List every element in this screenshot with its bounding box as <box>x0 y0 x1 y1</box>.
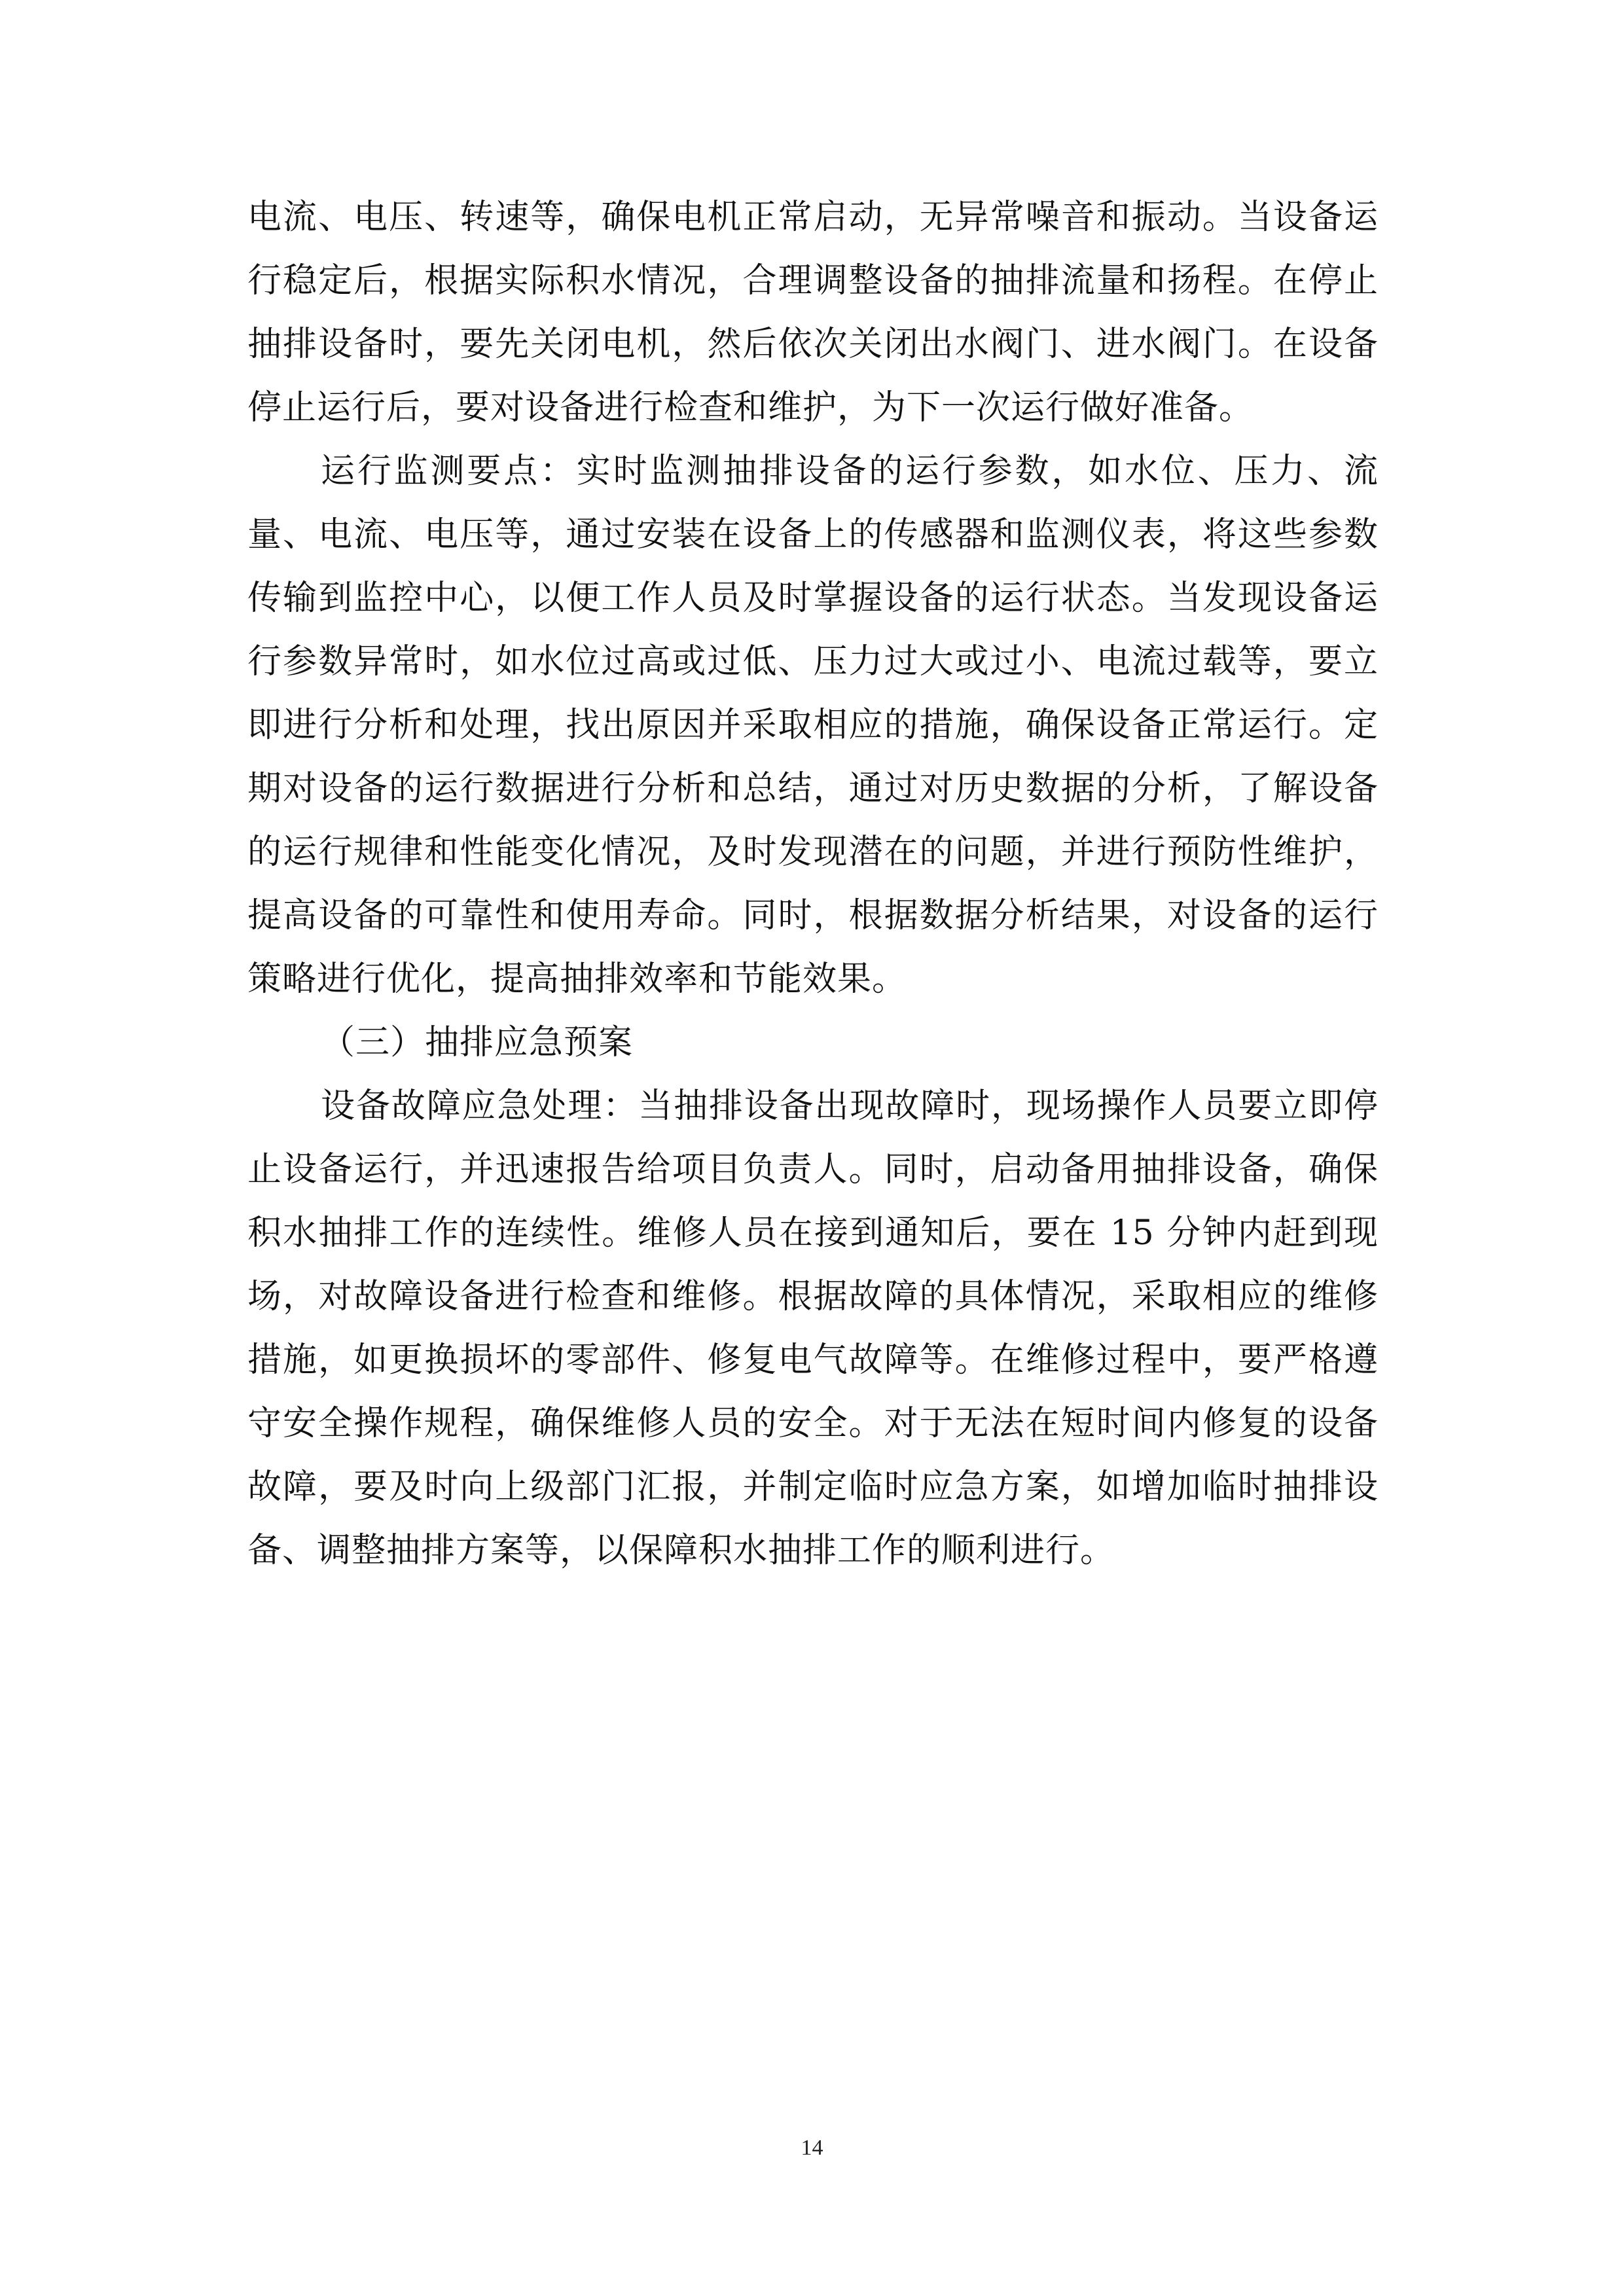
body-text <box>247 186 1379 1583</box>
page-number: 14 <box>801 2136 823 2160</box>
section-heading: （三）抽排应急预案 <box>321 1023 634 1062</box>
paragraph-monitoring: 运行监测要点：实时监测抽排设备的运行参数，如水位、压力、流量、电流、电压等，通过安装在设备上的传感器和监测仪表，将这些参数传输到监控中心，以便工作人员及时掌握设备的运行状态。当发现设备运行参数异常时，如水位过高或过低、压力过大或过小、电流过载等，要立即进行分析和处理，找出原因并采取相应的措施，确保设备正常运行。定期对设备的运行数据进行分析和总结，通过对历史数据的分析，了解设备的运行规律和性能变化情况，及时发现潜在的问题，并进行预防性维护，提高设备的可靠性和使用寿命。同时，根据数据分析结果，对设备的运行策略进行优化，提高抽排效率和节能效果。 <box>247 452 1379 999</box>
paragraph-continuation: 电流、电压、转速等，确保电机正常启动，无异常噪音和振动。当设备运行稳定后，根据实际积水情况，合理调整设备的抽排流量和扬程。在停止抽排设备时，要先关闭电机，然后依次关闭出水阀门、进水阀门。在设备停止运行后，要对设备进行检查和维护，为下一次运行做好准备。 <box>247 198 1379 427</box>
paragraph-emergency: 设备故障应急处理：当抽排设备出现故障时，现场操作人员要立即停止设备运行，并迅速报告给项目负责人。同时，启动备用抽排设备，确保积水抽排工作的连续性。维修人员在接到通知后，要在 15 分钟内赶到现场，对故障设备进行检查和维修。根据故障的具体情况，采取相应的维修措施，如更换损坏的零部件、修复电气故障等。在维修过程中，要严格遵守安全操作规程，确保维修人员的安全。对于无法在短时间内修复的设备故障，要及时向上级部门汇报，并制定临时应急方案，如增加临时抽排设备、调整抽排方案等，以保障积水抽排工作的顺利进行。 <box>247 1086 1379 1570</box>
